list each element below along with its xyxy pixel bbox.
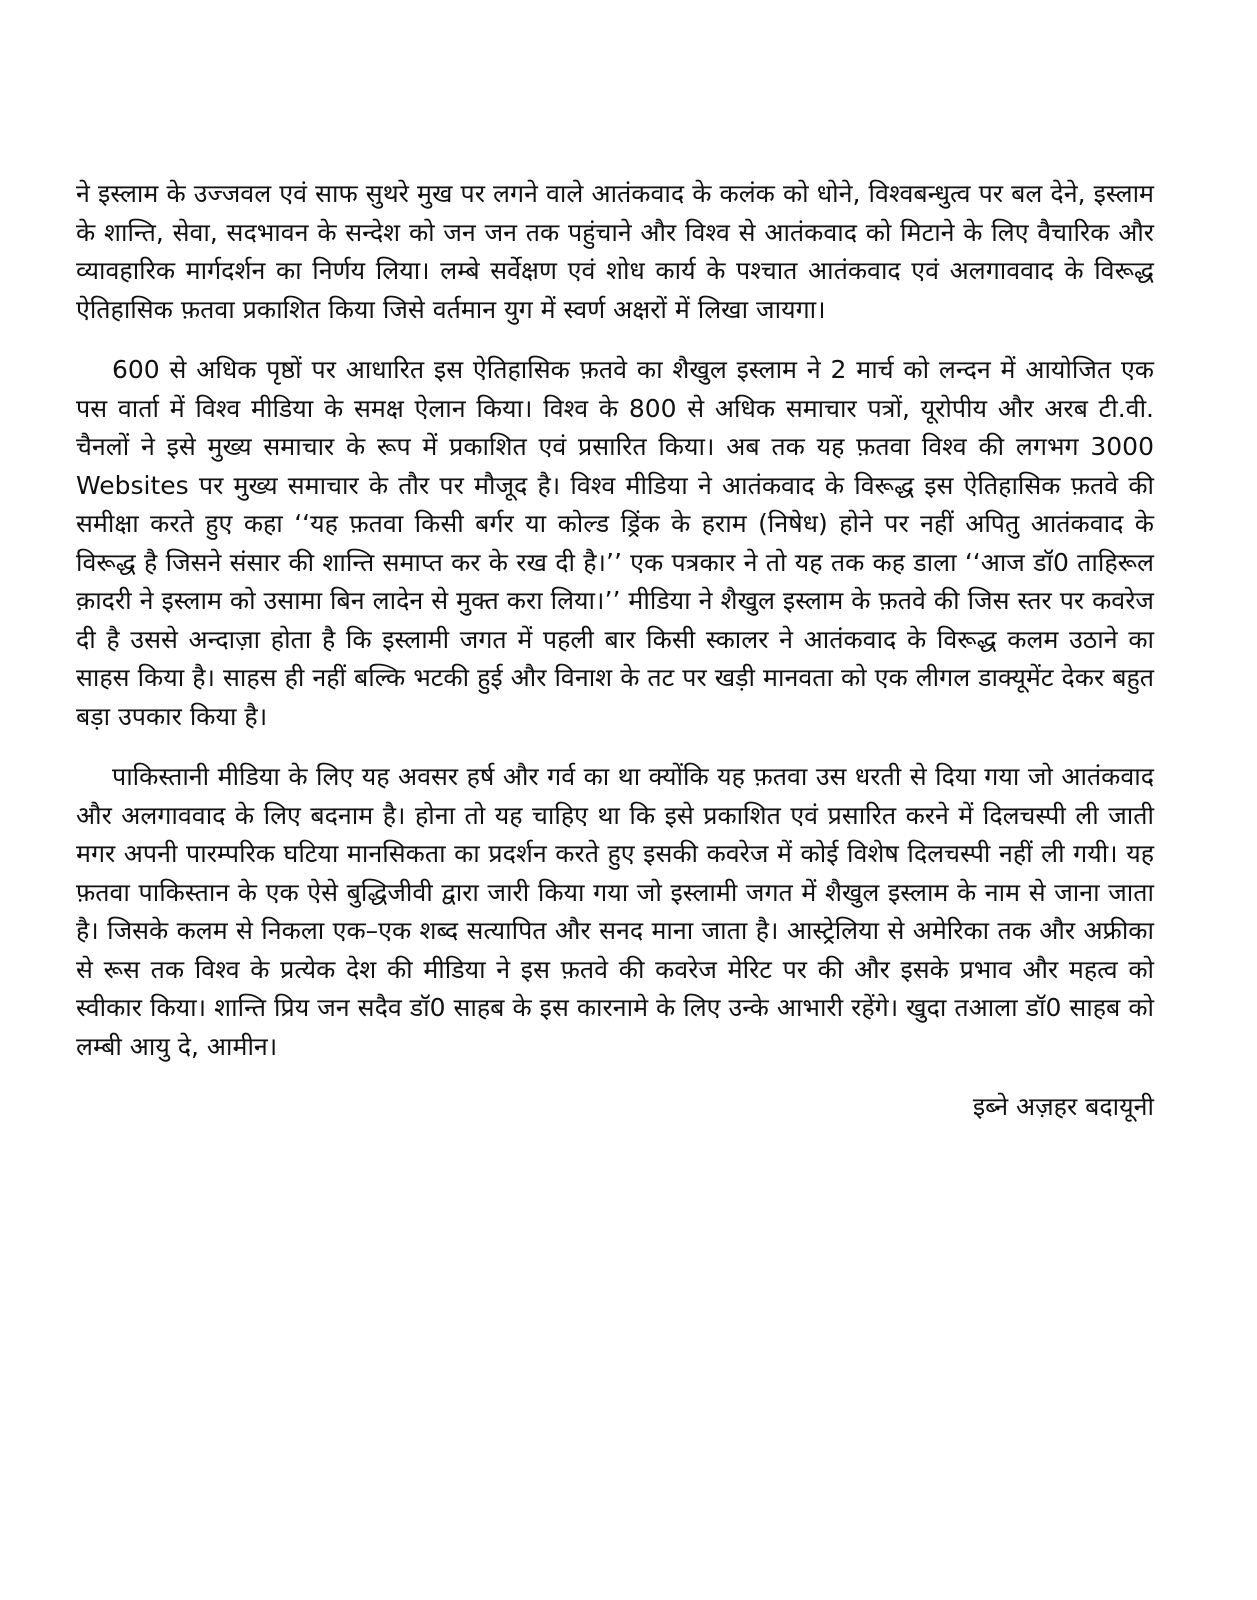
paragraph-2: 600 से अधिक पृष्ठों पर आधारित इस ऐतिहासिक फ़तवे का शैखुल इस्लाम ने 2 मार्च को लन्दन में आयोजित एक पस वार्ता में विश्व मीडिया के समक्ष ऐलान किया। विश्व के 800 से अधिक समाचार पत्रों, यूरोपीय और अरब टी.वी. चैनलों ने इसे मुख्य समाचार के रूप में प्रकाशित एवं प्रसारित किया। अब तक यह फ़तवा विश्व की लगभग 3000 Websites पर मुख्य समाचार के तौर पर मौजूद है। विश्व मीडिया ने आतंकवाद के विरूद्ध इस ऐतिहासिक फ़तवे की समीक्षा करते हुए कहा ‘‘यह फ़तवा किसी बर्गर या कोल्ड ड्रिंक के हराम (निषेध) होने पर नहीं अपितु आतंकवाद के विरूद्ध है जिसने संसार की शान्ति समाप्त कर के रख दी है।’’ एक पत्रकार ने तो यह तक कह डाला ‘‘आज डॉ0 ताहिरूल क़ादरी ने इस्लाम को उसामा बिन लादेन से मुक्त करा लिया।’’ मीडिया ने शैखुल इस्लाम के फ़तवे की जिस स्तर पर कवरेज दी है उससे अन्दाज़ा होता है कि इस्लामी जगत में पहली बार किसी स्कालर ने आतंकवाद के विरूद्ध कलम उठाने का साहस किया है। साहस ही नहीं बल्कि भटकी हुई और विनाश के तट पर खड़ी मानवता को एक लीगल डाक्यूमेंट देकर बहुत बड़ा उपकार किया है। bbox=[76, 355, 1154, 731]
author-signature: इब्ने अज़हर बदायूनी bbox=[972, 1092, 1154, 1121]
paragraph-1: ने इस्लाम के उज्जवल एवं साफ सुथरे मुख पर लगने वाले आतंकवाद के कलंक को धोने, विश्वबन्धुत्व पर बल देने, इस्लाम के शान्ति, सेवा, सदभावन के सन्देश को जन जन तक पहुंचाने और विश्व से आतंकवाद को मिटाने के लिए वैचारिक और व्यावहारिक मार्गदर्शन का निर्णय लिया। लम्बे सर्वेक्षण एवं शोध कार्य के पश्चात आतंकवाद एवं अलगाववाद के विरूद्ध ऐतिहासिक फ़तवा प्रकाशित किया जिसे वर्तमान युग में स्वर्ण अक्षरों में लिखा जायगा। bbox=[76, 179, 1154, 324]
document-body bbox=[76, 175, 1154, 1127]
paragraph-3: पाकिस्तानी मीडिया के लिए यह अवसर हर्ष और गर्व का था क्योंकि यह फ़तवा उस धरती से दिया गया जो आतंकवाद और अलगाववाद के लिए बदनाम है। होना तो यह चाहिए था कि इसे प्रकाशित एवं प्रसारित करने में दिलचस्पी ली जाती मगर अपनी पारम्परिक घटिया मानसिकता का प्रदर्शन करते हुए इसकी कवरेज में कोई विशेष दिलचस्पी नहीं ली गयी। यह फ़तवा पाकिस्तान के एक ऐसे बुद्धिजीवी द्वारा जारी किया गया जो इस्लामी जगत में शैखुल इस्लाम के नाम से जाना जाता है। जिसके कलम से निकला एक–एक शब्द सत्यापित और सनद माना जाता है। आस्ट्रेलिया से अमेरिका तक और अफ्रीका से रूस तक विश्व के प्रत्येक देश की मीडिया ने इस फ़तवे की कवरेज मेरिट पर की और इसके प्रभाव और महत्व को स्वीकार किया। शान्ति प्रिय जन सदैव डॉ0 साहब के इस कारनामे के लिए उन्के आभारी रहेंगे। खुदा तआला डॉ0 साहब को लम्बी आयु दे, आमीन। bbox=[76, 762, 1154, 1061]
